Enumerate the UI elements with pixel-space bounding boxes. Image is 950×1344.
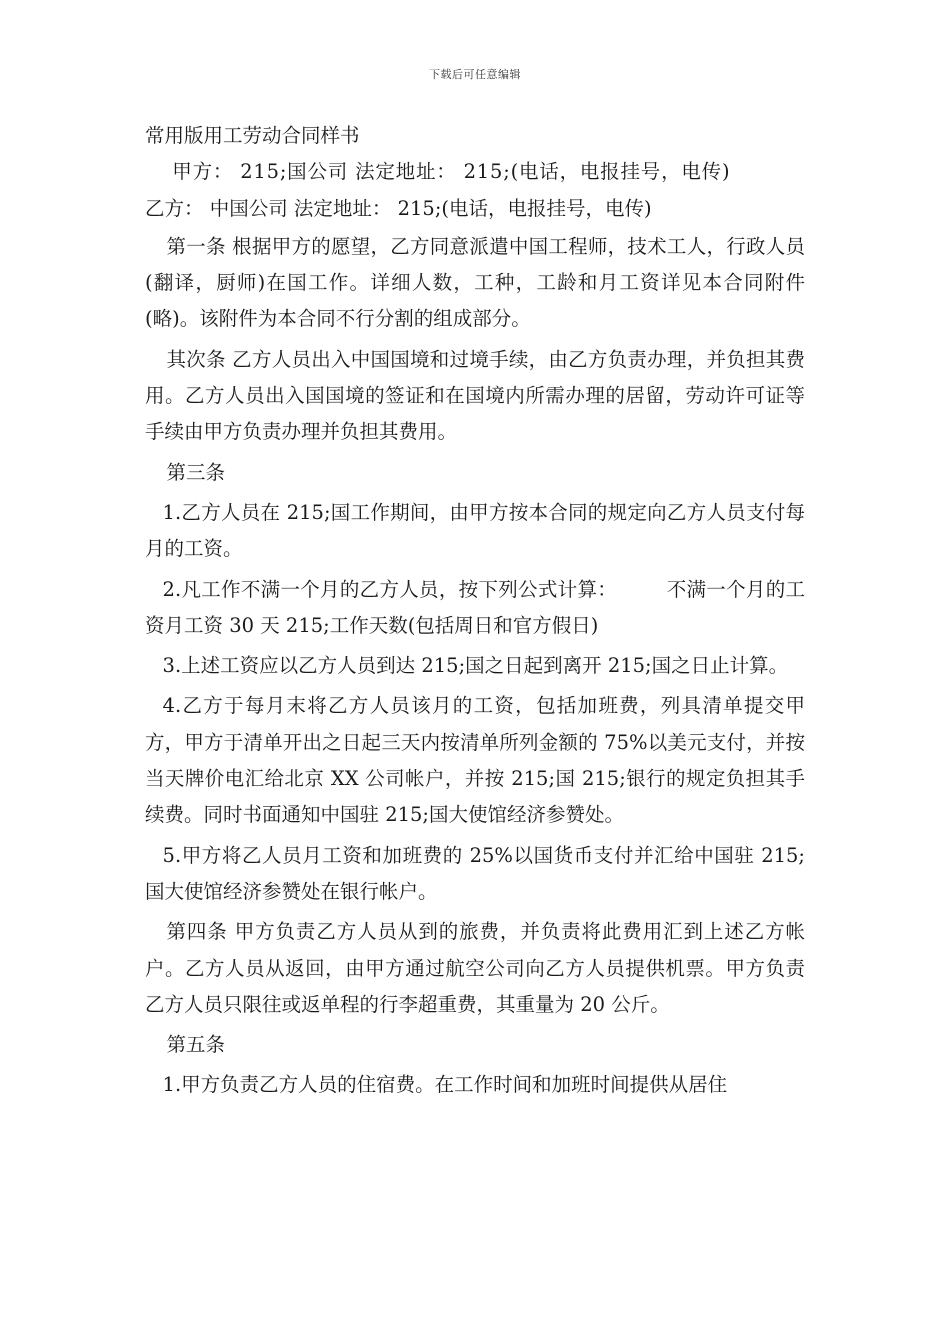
article-3-item-3: 3.上述工资应以乙方人员到达 215;国之日起到离开 215;国之日止计算。 — [162, 654, 789, 678]
article-3-item-2: 2.凡工作不满一个月的乙方人员，按下列公式计算： 不满一个月的工资月工资 30 天 215;工作天数(包括周日和官方假日) — [145, 577, 805, 637]
article-1: 第一条 根据甲方的愿望，乙方同意派遣中国工程师，技术工人，行政人员(翻译，厨师)在国工作。详细人数，工种，工龄和月工资详见本合同附件(略)。该附件为本合同不行分割的组成部分。 — [145, 234, 805, 331]
article-3-heading: 第三条 — [166, 460, 225, 484]
article-2: 其次条 乙方人员出入中国国境和过境手续，由乙方负责办理，并负担其费用。乙方人员出入国国境的签证和在国境内所需办理的居留，劳动许可证等手续由甲方负责办理并负担其费用。 — [145, 347, 805, 444]
article-4: 第四条 甲方负责乙方人员从到的旅费，并负责将此费用汇到上述乙方帐户。乙方人员从返回，由甲方通过航空公司向乙方人员提供机票。甲方负责乙方人员只限往或返单程的行李超重费，其重量为 20 公斤。 — [145, 920, 805, 1016]
document-body — [145, 118, 805, 1108]
article-3-item-1: 1.乙方人员在 215;国工作期间，由甲方按本合同的规定向乙方人员支付每月的工资。 — [145, 500, 805, 561]
article-5-heading: 第五条 — [166, 1033, 225, 1057]
party-a-line: 甲方： 215;国公司 法定地址： 215;(电话，电报挂号，电传) — [172, 160, 731, 184]
article-3-item-5: 5.甲方将乙人员月工资和加班费的 25%以国货币支付并汇给中国驻 215;国大使馆经济参赞处在银行帐户。 — [145, 843, 805, 903]
party-b-line: 乙方： 中国公司 法定地址： 215;(电话，电报挂号，电传) — [145, 196, 652, 220]
header-note: 下载后可任意编辑 — [429, 68, 521, 81]
document-title: 常用版用工劳动合同样书 — [145, 124, 360, 147]
article-5-item-1: 1.甲方负责乙方人员的住宿费。在工作时间和加班时间提供从居住 — [162, 1073, 728, 1097]
article-3-item-4: 4.乙方于每月末将乙方人员该月的工资，包括加班费，列具清单提交甲方，甲方于清单开出之日起三天内按清单所列金额的 75%以美元支付，并按当天牌价电汇给北京 XX 公司帐户，并按 215;国 215;银行的规定负担其手续费。同时书面通知中国驻 215;国大使馆经济参赞处。 — [145, 694, 805, 827]
